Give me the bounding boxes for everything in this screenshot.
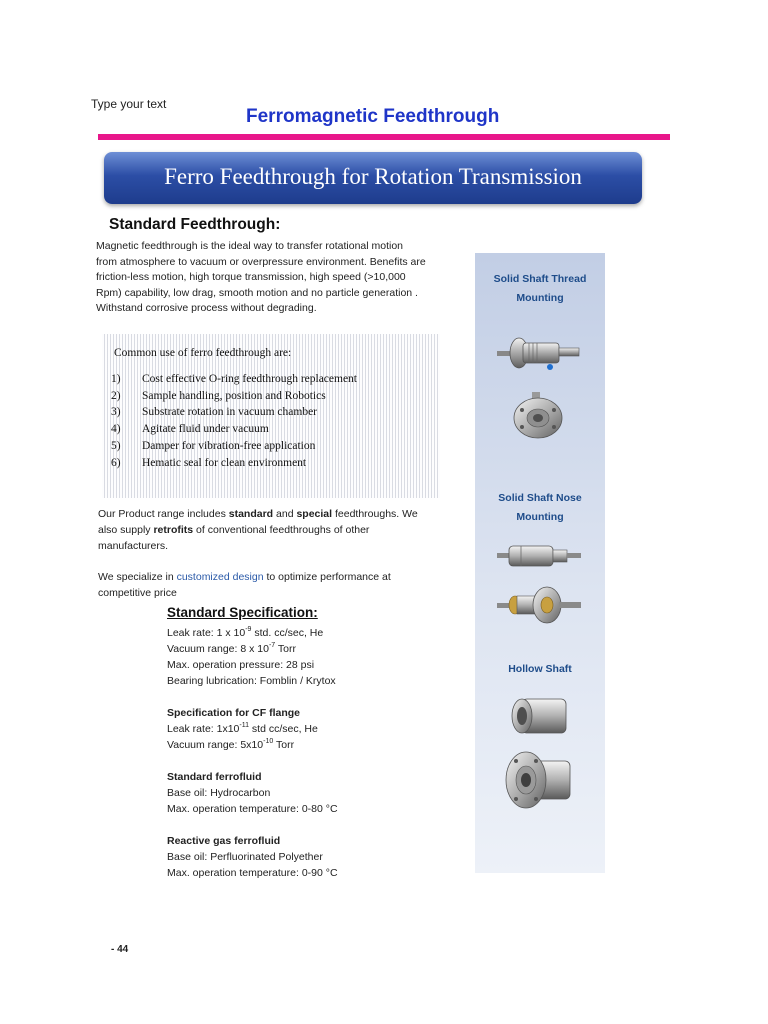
spec-pressure: Max. operation pressure: 28 psi [167,659,315,671]
list-item [110,404,430,421]
spec-label: Vacuum range: 8 x 10 [167,643,269,655]
cf-leak-rate [167,721,318,737]
nose-mount-feedthrough-image [495,536,585,576]
banner-title: Ferro Feedthrough for Rotation Transmission [164,164,582,189]
list-item-number: 4) [111,423,121,436]
list-item-number: 3) [111,406,121,419]
hollow-shaft-feedthrough-image [502,691,578,741]
hollow-shaft-flange-feedthrough-image [502,747,578,815]
spec-lubrication: Bearing lubrication: Fomblin / Krytox [167,675,336,687]
solid-shaft-nose-label [475,489,605,527]
list-item [110,388,430,405]
list-item-number: 5) [111,439,121,452]
ferrofluid-temperature: Max. operation temperature: 0-80 °C [167,803,338,815]
list-item [110,421,430,438]
title-divider [98,134,670,140]
spec-exponent: -11 [239,721,249,729]
list-item-text: Substrate rotation in vacuum chamber [142,406,318,419]
emphasis-standard: standard [228,508,274,520]
flange-feedthrough-image [510,390,570,442]
cf-flange-heading [167,705,300,721]
standard-feedthrough-heading: Standard Feedthrough: [109,216,281,233]
emphasis-special: special [296,508,333,520]
spec-label: Leak rate: 1 x 10 [167,627,246,639]
product-range-paragraph [98,506,428,554]
reactive-ferrofluid-heading-text: Reactive gas ferrofluid [167,835,281,847]
common-uses-title: Common use of ferro feedthrough are: [114,347,292,359]
spec-vacuum-range [167,641,296,657]
standard-ferrofluid-heading [167,769,262,785]
list-item-number: 2) [111,389,121,402]
text-segment: of conventional feedthroughs of other manufacturers. [98,524,370,552]
customized-design-highlight: customized design [176,571,264,583]
text-segment: feedthroughs. We also supply [98,508,418,536]
reactive-ferrofluid-heading [167,833,280,849]
text-segment: Our Product range includes [98,508,229,520]
text-segment: to optimize performance at competitive price [98,571,391,599]
spec-unit: std cc/sec, He [249,723,318,735]
nose-mount-flange-feedthrough-image [495,585,585,627]
spec-exponent: -7 [268,641,276,649]
ferrofluid-base-oil: Base oil: Hydrocarbon [167,787,271,799]
spec-leak-rate [167,625,323,641]
emphasis-retrofits: retrofits [153,524,194,536]
reactive-base-oil: Base oil: Perfluorinated Polyether [167,851,323,863]
list-item-number: 6) [111,456,121,469]
list-item-text: Cost effective O-ring feedthrough replacement [142,373,358,385]
label-line: Solid Shaft Nose [498,492,582,504]
spec-label: Vacuum range: 5x10 [167,739,264,751]
list-item [110,371,430,388]
hollow-shaft-label: Hollow Shaft [508,663,572,675]
thread-mount-feedthrough-image [495,333,585,378]
list-item [110,455,430,472]
product-sidebar [475,253,605,873]
list-item [110,438,430,455]
list-item-text: Damper for vibration-free application [142,439,316,452]
text-segment: We specialize in [98,571,177,583]
spec-unit: Torr [273,739,295,751]
placeholder-text: Type your text [91,97,167,111]
label-line: Mounting [516,292,564,304]
reactive-temperature: Max. operation temperature: 0-90 °C [167,867,338,879]
intro-paragraph: Magnetic feedthrough is the ideal way to transfer rotational motion from atmosphere to vacuum or overpressure environment. Benefits are friction-less motion, high torque transmission, high speed (>10,000 Rpm) capability, low drag, smooth motion and no particle generation . Withstand corrosive process without degrading. [96,240,426,315]
list-item-number: 1) [111,373,121,385]
common-uses-box [102,334,440,498]
spec-unit: std. cc/sec, He [251,627,324,639]
specification-heading: Standard Specification: [167,605,318,620]
spec-unit: Torr [275,643,296,655]
specialize-paragraph [98,569,428,601]
common-uses-list [110,371,430,471]
label-line: Mounting [516,511,564,523]
cf-flange-heading-text: Specification for CF flange [167,707,301,719]
cf-vacuum-range [167,737,294,753]
spec-exponent: -9 [245,625,252,633]
spec-exponent: -10 [263,737,274,745]
page-title: Ferromagnetic Feedthrough [246,106,500,127]
text-segment: and [273,508,297,520]
spec-label: Leak rate: 1x10 [167,723,240,735]
list-item-text: Agitate fluid under vacuum [142,423,269,436]
list-item-text: Hematic seal for clean environment [142,456,307,469]
section-banner [104,152,642,204]
label-line: Solid Shaft Thread [493,273,587,285]
standard-ferrofluid-heading-text: Standard ferrofluid [167,771,262,783]
list-item-text: Sample handling, position and Robotics [142,389,326,402]
page-number: - 44 [111,944,129,955]
solid-shaft-thread-label [475,270,605,308]
